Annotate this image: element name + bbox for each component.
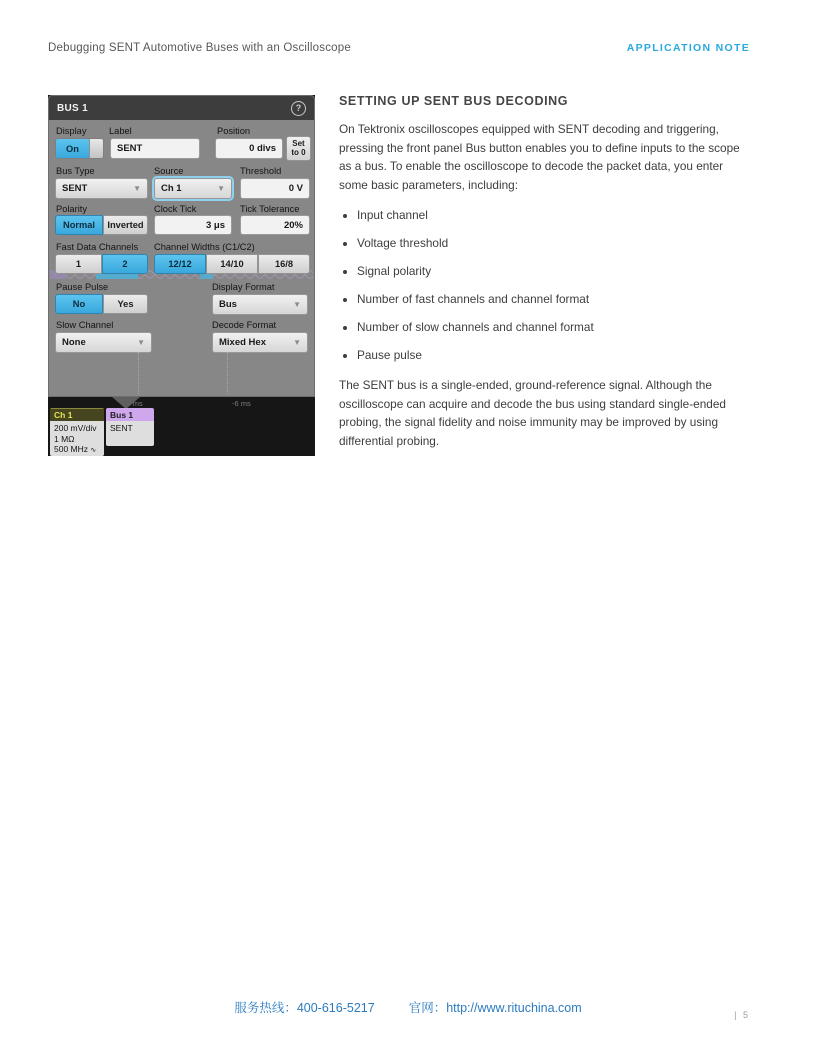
chevron-down-icon: ▼ — [293, 338, 301, 347]
pause-pulse-label: Pause Pulse — [56, 282, 109, 292]
ch1-badge[interactable] — [50, 408, 104, 456]
bus-type-label: Bus Type — [56, 166, 95, 176]
display-format-label: Display Format — [212, 282, 275, 292]
parameter-list — [357, 208, 753, 363]
chevron-down-icon: ▼ — [137, 338, 145, 347]
article-column — [339, 94, 753, 450]
slow-channel-dropdown[interactable]: None ▼ — [55, 332, 152, 353]
source-label: Source — [154, 166, 184, 176]
display-label: Display — [56, 126, 87, 136]
oscilloscope-screenshot — [48, 95, 315, 456]
page-header — [48, 42, 750, 54]
bus1-type: SENT — [110, 423, 133, 433]
page-footer — [0, 998, 816, 1016]
polarity-label: Polarity — [56, 204, 88, 214]
polarity-segmented-control — [55, 215, 148, 235]
bus-type-dropdown[interactable]: SENT ▼ — [55, 178, 148, 199]
section-heading: SETTING UP SENT BUS DECODING — [339, 94, 569, 108]
slow-channel-label: Slow Channel — [56, 320, 114, 330]
pause-pulse-segmented-control — [55, 294, 148, 314]
outro-paragraph: The SENT bus is a single-ended, ground-reference signal. Although the oscilloscope can acquire and decode the bus using standard single-ended probing, the signal fidelity and noise immunity may be improved by using differential probing. — [339, 378, 726, 448]
list-item: • Number of fast channels and channel format — [357, 292, 753, 307]
ch1-bandwidth: 500 MHz ∿ — [54, 444, 97, 454]
width-16-8-button[interactable]: 16/8 — [258, 254, 310, 274]
decode-format-dropdown[interactable]: Mixed Hex ▼ — [212, 332, 308, 353]
width-14-10-button[interactable]: 14/10 — [206, 254, 258, 274]
help-icon[interactable]: ? — [291, 101, 306, 116]
source-dropdown[interactable]: Ch 1 ▼ — [154, 178, 232, 199]
list-item: • Input channel — [357, 208, 753, 223]
clock-tick-input[interactable]: 3 μs — [154, 215, 232, 235]
dialog-titlebar — [49, 96, 314, 120]
list-item: • Number of slow channels and channel format — [357, 320, 753, 335]
page-number: | 5 — [734, 1010, 750, 1020]
hotline-text: 服务热线：400-616-5217 — [234, 1001, 375, 1015]
channel-widths-label: Channel Widths (C1/C2) — [154, 242, 255, 252]
threshold-label: Threshold — [240, 166, 282, 176]
label-label: Label — [109, 126, 132, 136]
graticule-line — [227, 352, 228, 394]
display-toggle-state: On — [56, 139, 89, 158]
list-item: • Voltage threshold — [357, 236, 753, 251]
position-label: Position — [217, 126, 251, 136]
fast-channels-segmented-control — [55, 254, 148, 274]
bus1-badge-title: Bus 1 — [106, 408, 154, 421]
set-to-zero-button[interactable]: Set to 0 — [286, 136, 311, 161]
pause-pulse-no-button[interactable]: No — [55, 294, 103, 314]
chevron-down-icon: ▼ — [133, 184, 141, 193]
graticule-line — [138, 352, 139, 394]
polarity-inverted-button[interactable]: Inverted — [103, 215, 148, 235]
polarity-normal-button[interactable]: Normal — [55, 215, 103, 235]
tick-tolerance-label: Tick Tolerance — [240, 204, 300, 214]
application-note-tag: APPLICATION NOTE — [626, 42, 750, 54]
website-link[interactable]: http://www.rituchina.com — [446, 1001, 582, 1015]
toggle-knob — [89, 139, 103, 158]
threshold-input[interactable]: 0 V — [240, 178, 310, 199]
ch1-scale: 200 mV/div — [54, 423, 97, 433]
dialog-title: BUS 1 — [57, 102, 88, 114]
site-label: 官网： — [408, 1001, 447, 1015]
fast-data-channels-label: Fast Data Channels — [56, 242, 139, 252]
ch1-impedance: 1 MΩ — [54, 433, 75, 444]
document-title: Debugging SENT Automotive Buses with an Oscilloscope — [48, 42, 351, 54]
intro-paragraph: On Tektronix oscilloscopes equipped with SENT decoding and triggering, pressing the front panel Bus button enables you to define inputs to the scope as a bus. To enable the oscilloscope to decode the packet data, you enter some basic parameters, including: — [339, 122, 740, 192]
channel-widths-segmented-control — [154, 254, 310, 274]
width-12-12-button[interactable]: 12/12 — [154, 254, 206, 274]
list-item: • Pause pulse — [357, 348, 753, 363]
bandwidth-icon: ∿ — [90, 447, 97, 454]
bus1-config-dialog — [48, 95, 315, 397]
tick-tolerance-input[interactable]: 20% — [240, 215, 310, 235]
display-toggle[interactable] — [55, 138, 104, 159]
ch1-badge-title: Ch 1 — [50, 408, 104, 421]
fast-channels-1-button[interactable]: 1 — [55, 254, 102, 274]
list-item: • Signal polarity — [357, 264, 753, 279]
label-input[interactable]: SENT — [110, 138, 200, 159]
bus1-badge[interactable] — [106, 408, 154, 446]
chevron-down-icon: ▼ — [293, 300, 301, 309]
time-label: -6 ms — [232, 399, 251, 408]
chevron-down-icon: ▼ — [217, 184, 225, 193]
clock-tick-label: Clock Tick — [154, 204, 197, 214]
pause-pulse-yes-button[interactable]: Yes — [103, 294, 148, 314]
fast-channels-2-button[interactable]: 2 — [102, 254, 148, 274]
decode-format-label: Decode Format — [212, 320, 277, 330]
display-format-dropdown[interactable]: Bus ▼ — [212, 294, 308, 315]
time-label: -8 ms — [124, 399, 143, 408]
position-input[interactable]: 0 divs — [215, 138, 283, 159]
